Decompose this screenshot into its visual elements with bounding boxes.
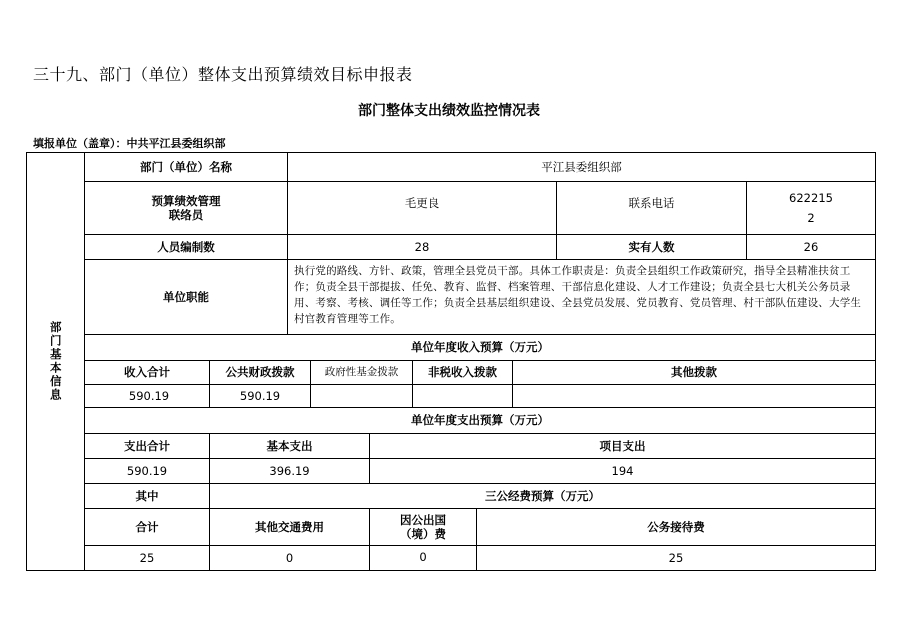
- income-header-total: 收入合计: [84, 360, 210, 385]
- income-header-nontax: 非税收入拨款: [412, 360, 513, 385]
- page-title: 三十九、部门（单位）整体支出预算绩效目标申报表: [33, 65, 413, 84]
- phone-value-line2: 2: [807, 211, 815, 225]
- three-public-header-abroad: [369, 508, 477, 546]
- income-value-total: 590.19: [84, 384, 210, 408]
- contact-value: 毛更良: [287, 181, 557, 235]
- abroad-header-line1: 因公出国: [400, 512, 446, 527]
- of-which-label: 其中: [84, 483, 210, 509]
- side-label-cell: 部门基本信息: [26, 152, 85, 571]
- abroad-header-line2: （境）费: [400, 527, 446, 541]
- dept-name-value: 平江县委组织部: [287, 152, 876, 182]
- duty-text: 执行党的路线、方针、政策，管理全县党员干部。具体工作职责是：负责全县组织工作政策研究，指导全县精准扶贫工作；负责全县干部提拔、任免、教育、监督、档案管理、干部信息化建设、人才工作建设；负责全县七大机关公务员录用、考察、考核、调任等工作；负责全县基层组织建设、全县党员发展、党员教育、党员管理、村干部队伍建设、大学生村官教育管理等工作。: [287, 259, 876, 335]
- three-public-value-transport: 0: [209, 545, 370, 571]
- performance-table: [27, 153, 877, 572]
- contact-label-line2: 联络员: [168, 208, 204, 222]
- expense-header-project: 项目支出: [369, 433, 876, 459]
- expense-header-total: 支出合计: [84, 433, 210, 459]
- phone-value: [746, 181, 876, 235]
- staff-quota-value: 28: [287, 234, 557, 260]
- three-public-header-total: 合计: [84, 508, 210, 546]
- expense-section-title: 单位年度支出预算（万元）: [84, 407, 876, 434]
- income-header-public-finance: 公共财政拨款: [209, 360, 311, 385]
- income-value-nontax: [412, 384, 513, 408]
- expense-header-basic: 基本支出: [209, 433, 370, 459]
- dept-name-label: 部门（单位）名称: [84, 152, 288, 182]
- income-header-gov-fund: 政府性基金拨款: [310, 360, 413, 385]
- expense-value-project: 194: [369, 458, 876, 484]
- three-public-value-abroad: 0: [369, 545, 477, 571]
- income-value-gov-fund: [310, 384, 413, 408]
- expense-value-total: 590.19: [84, 458, 210, 484]
- income-section-title: 单位年度收入预算（万元）: [84, 334, 876, 361]
- income-value-public-finance: 590.19: [209, 384, 311, 408]
- three-public-header-reception: 公务接待费: [476, 508, 876, 546]
- duty-label: 单位职能: [84, 259, 288, 335]
- three-public-section-title: 三公经费预算（万元）: [209, 483, 876, 509]
- three-public-value-reception: 25: [476, 545, 876, 571]
- income-header-other: 其他拨款: [512, 360, 876, 385]
- table-title: 部门整体支出绩效监控情况表: [358, 103, 540, 119]
- contact-label: [84, 181, 288, 235]
- expense-value-basic: 396.19: [209, 458, 370, 484]
- phone-label: 联系电话: [556, 181, 747, 235]
- staff-quota-label: 人员编制数: [84, 234, 288, 260]
- contact-label-line1: 预算绩效管理: [151, 193, 221, 208]
- actual-staff-label: 实有人数: [556, 234, 747, 260]
- fill-unit-label: 填报单位（盖章）：中共平江县委组织部: [33, 137, 226, 150]
- phone-value-line1: 622215: [789, 190, 833, 205]
- three-public-value-total: 25: [84, 545, 210, 571]
- actual-staff-value: 26: [746, 234, 876, 260]
- three-public-header-transport: 其他交通费用: [209, 508, 370, 546]
- income-value-other: [512, 384, 876, 408]
